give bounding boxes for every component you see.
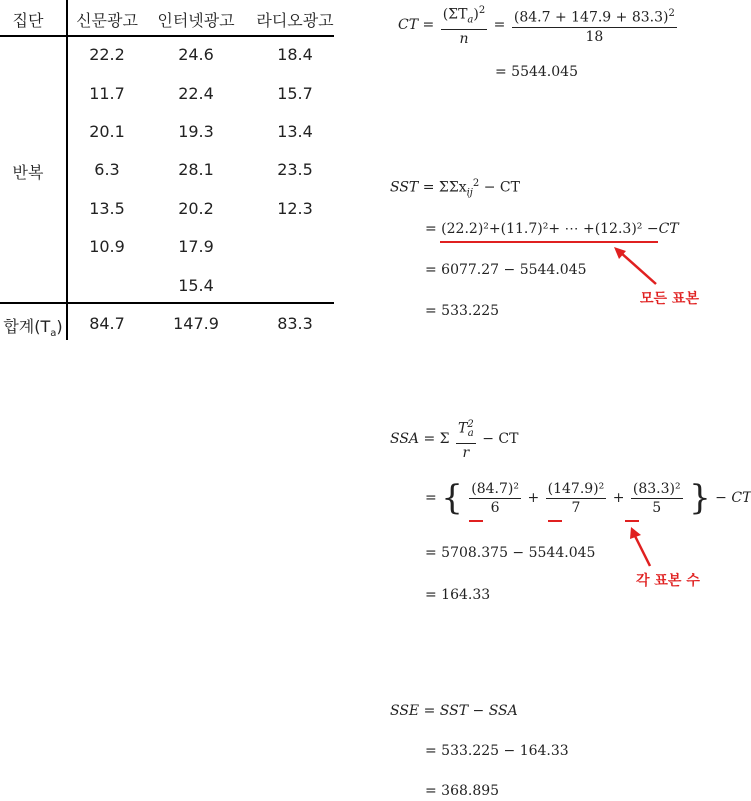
cell: 22.2 [89,45,125,64]
total-cell: 83.3 [277,314,313,333]
header-internet: 인터넷광고 [157,11,235,30]
ssa-step2: = 5708.375 − 5544.045 [425,545,596,561]
ssa-term-1: $\frac{\text{(84.7)²}}{6}$ [471,480,519,516]
row-label-repeat: 반복 [12,163,44,182]
total-rule [0,302,334,304]
ssa-term-2: $\frac{\text{(147.9)²}}{7}$ [547,480,605,516]
ct-lhs: CT [398,17,419,34]
cell: 13.4 [277,122,313,141]
sse-step2: = 368.895 [425,783,500,799]
sst-note: 모든 표본 [640,291,699,307]
sst-underline [440,241,658,243]
ct-formula: CT = $\frac{(\Sigma T_a)^2}{n}$ = $\frac{(84.7 + 147.9 + 83.3)^2}{18}$ [398,2,679,48]
data-table [0,0,340,340]
sst-step1: = (22.2)²+(11.7)²+ ⋯ +(12.3)² −CT [425,221,679,237]
cell: 15.7 [277,84,313,103]
cell: 17.9 [178,237,214,256]
cell: 15.4 [178,276,214,295]
total-cell: 84.7 [89,314,125,333]
ssa-underline-2 [548,520,562,522]
ssa-step1: = { $\frac{\text{(84.7)²}}{6}$ + $\frac{\text{(147.9)²}}{7}$ + $\frac{\text{(83.3)²}}{5}$ } − CT [425,478,751,518]
ct-fraction: $\frac{(\Sigma T_a)^2}{n}$ [441,2,488,48]
sst-arrow-icon [606,244,666,288]
cell: 20.1 [89,122,125,141]
cell: 20.2 [178,199,214,218]
ssa-arrow-icon [622,526,662,570]
cell: 23.5 [277,160,313,179]
cell: 18.4 [277,45,313,64]
cell: 24.6 [178,45,214,64]
cell: 10.9 [89,237,125,256]
sst-formula: SST = ΣΣx$_{ij}^2$ − CT [390,178,520,199]
sse-step1: = 533.225 − 164.33 [425,743,569,759]
total-cell: 147.9 [173,314,219,333]
cell: 19.3 [178,122,214,141]
ct-fraction-values: $\frac{(84.7 + 147.9 + 83.3)^2}{18}$ [512,5,677,46]
sse-formula: SSE = SST − SSA [390,703,518,719]
ssa-term-3: $\frac{\text{(83.3)²}}{5}$ [632,480,681,516]
ssa-note: 각 표본 수 [636,573,700,589]
cell: 22.4 [178,84,214,103]
cell: 12.3 [277,199,313,218]
sst-step2: = 6077.27 − 5544.045 [425,262,587,278]
header-group: 집단 [12,11,44,30]
ssa-formula: SSA = Σ $\frac{T^2_a}{r}$ − CT [390,416,518,462]
header-radio: 라디오광고 [256,11,334,30]
ssa-underline-1 [469,520,483,522]
cell: 6.3 [94,160,120,179]
header-newspaper: 신문광고 [76,11,138,30]
cell: 13.5 [89,199,125,218]
header-rule [0,35,334,37]
cell: 28.1 [178,160,214,179]
ct-result: = 5544.045 [495,64,578,80]
sst-step3: = 533.225 [425,303,500,319]
ssa-underline-3 [625,520,639,522]
ssa-step3: = 164.33 [425,587,491,603]
row-label-total: 합계$(T_a)$ [3,317,63,340]
ssa-fraction: $\frac{T^2_a}{r}$ [456,416,476,462]
cell: 11.7 [89,84,125,103]
